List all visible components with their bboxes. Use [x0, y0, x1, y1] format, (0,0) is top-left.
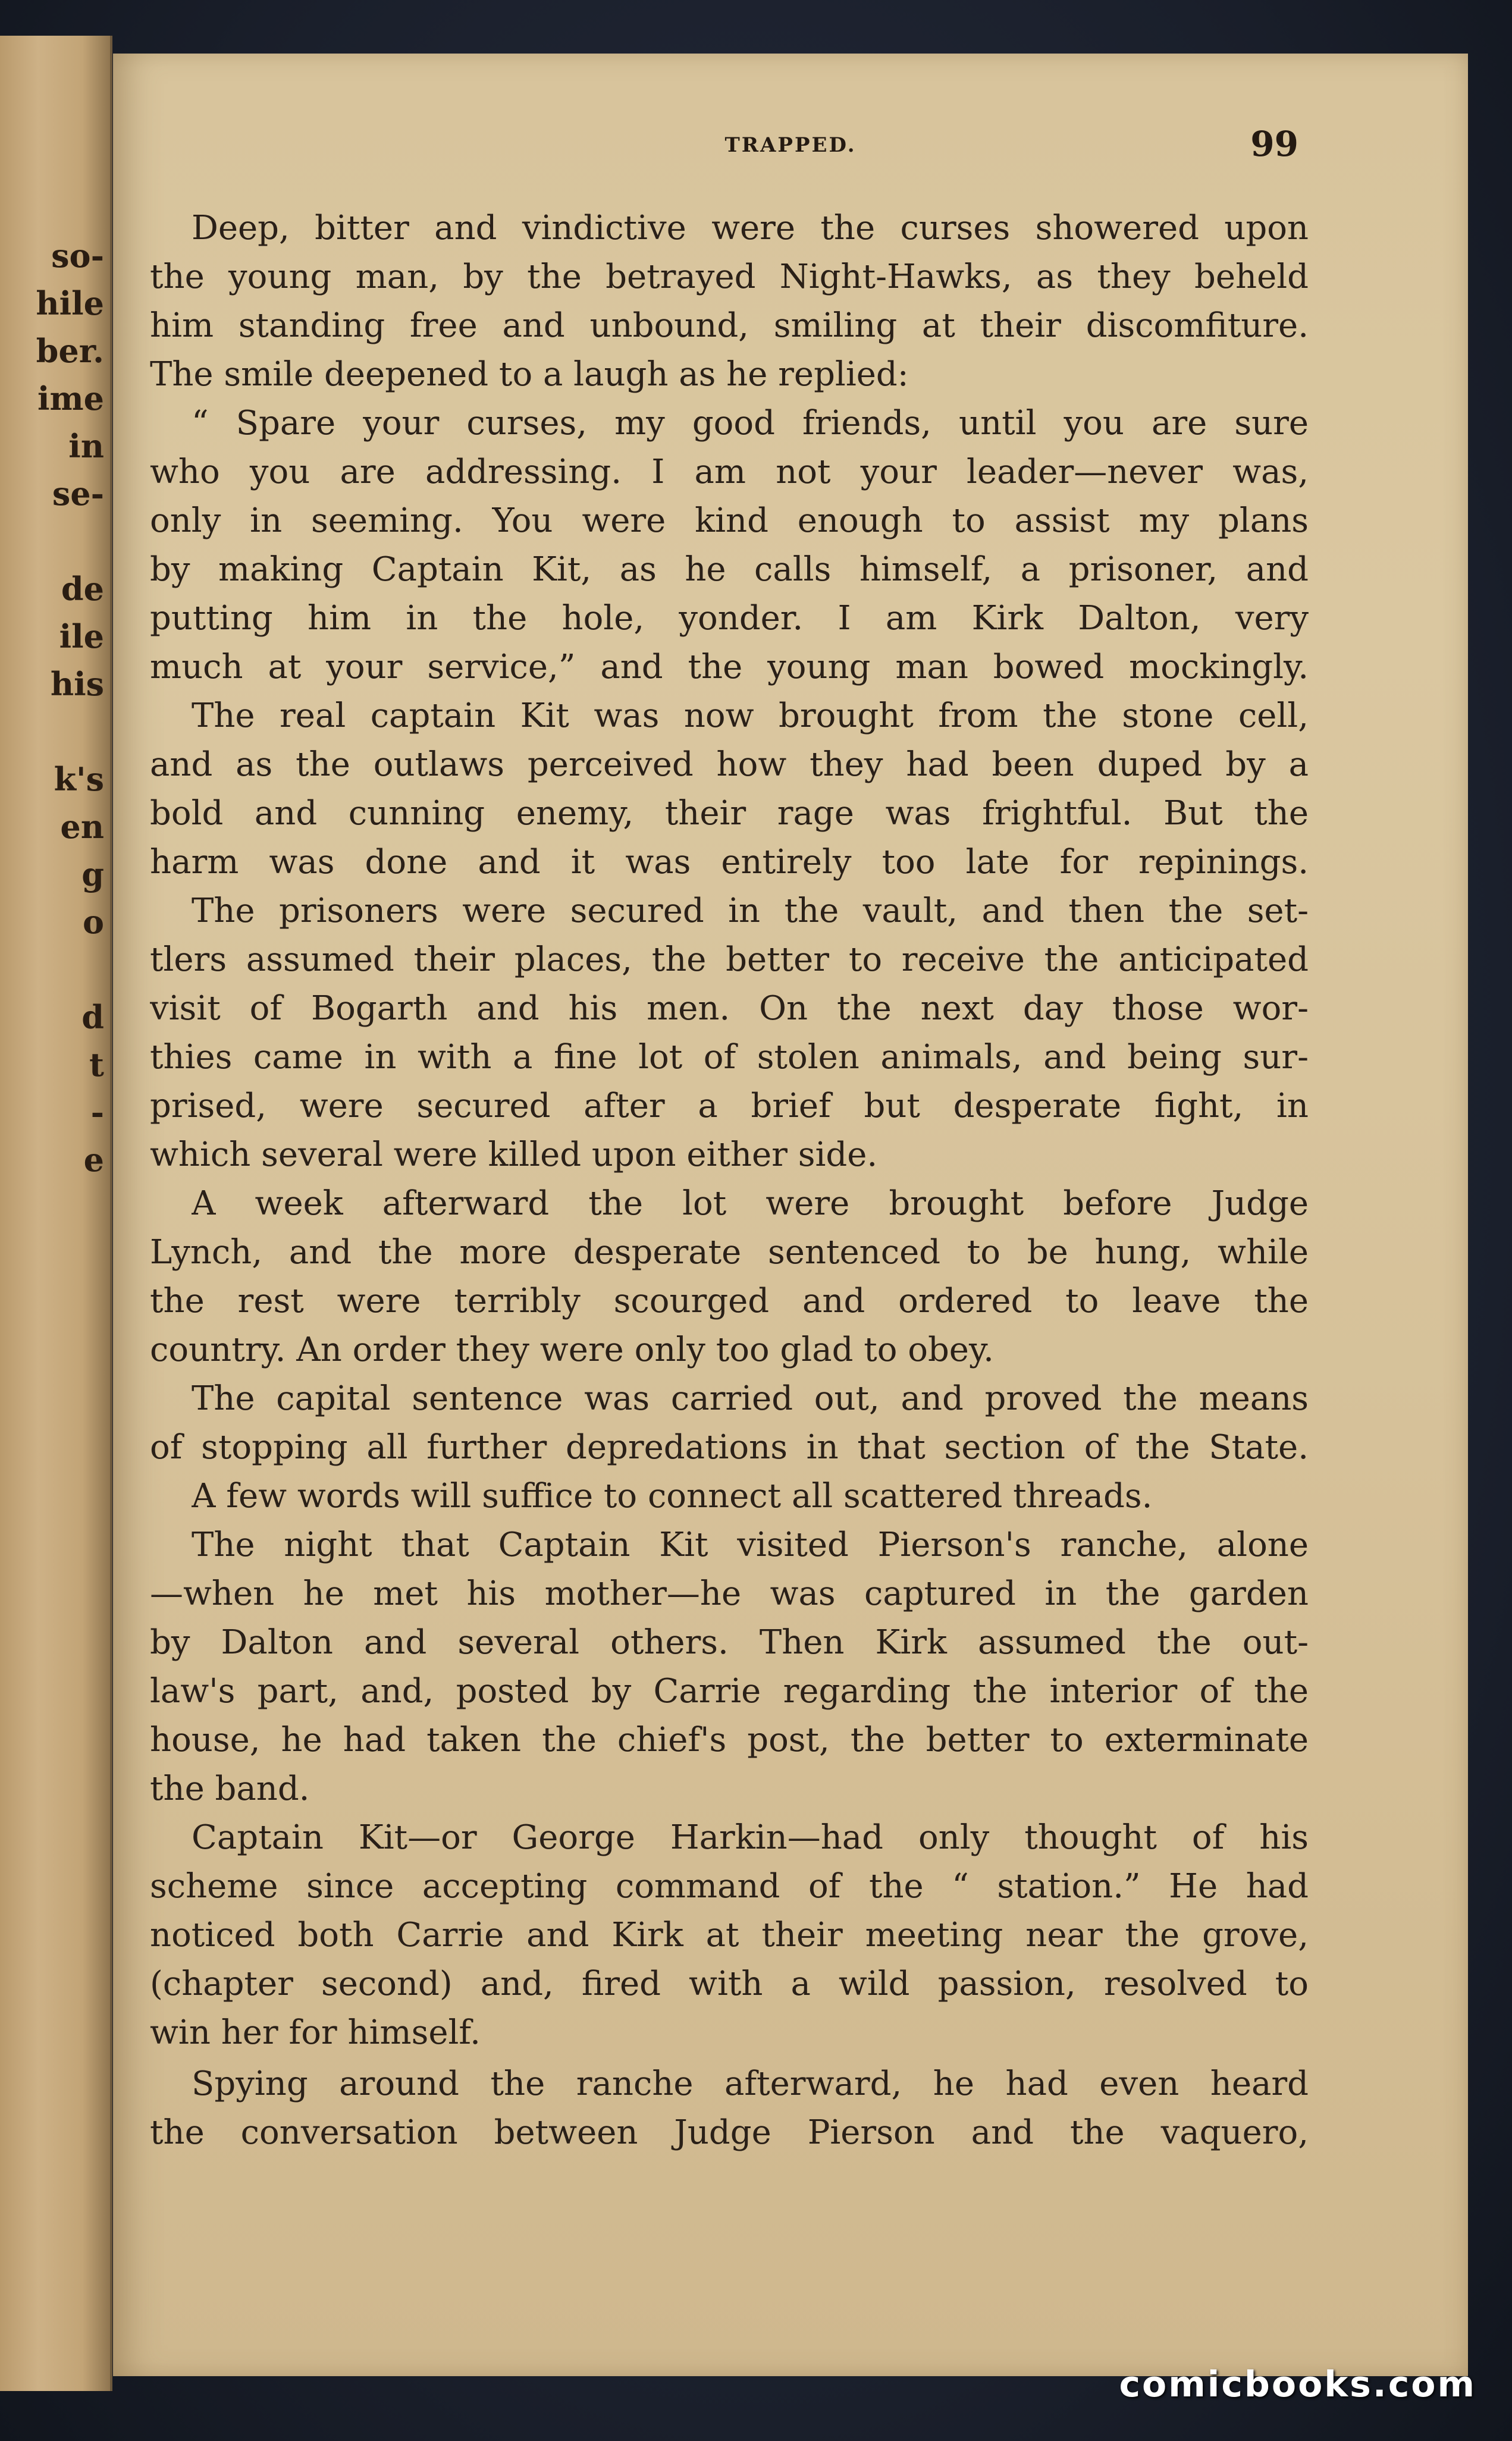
- text-line: the band.: [150, 1769, 310, 1808]
- text-line: The night that Captain Kit visited Pierson's ranche, alone: [192, 1526, 1309, 1564]
- text-line: A few words will suffice to connect all scattered threads.: [192, 1477, 1153, 1516]
- text-line: house, he had taken the chief's post, the better to exterminate: [150, 1721, 1309, 1759]
- left-page-fragment: hile: [36, 284, 104, 322]
- text-line: noticed both Carrie and Kirk at their meeting near the grove,: [150, 1916, 1309, 1954]
- text-line: Spying around the ranche afterward, he had even heard: [192, 2065, 1309, 2103]
- site-watermark: comicbooks.com: [1119, 2364, 1476, 2405]
- left-page-fragment: en: [60, 808, 104, 846]
- text-line: “ Spare your curses, my good friends, until you are sure: [192, 404, 1309, 443]
- text-line: who you are addressing. I am not your leader—never was,: [150, 453, 1309, 491]
- left-page-fragment: ber.: [36, 332, 104, 370]
- text-line: (chapter second) and, fired with a wild passion, resolved to: [150, 1965, 1309, 2003]
- chapter-title: TRAPPED.: [724, 133, 857, 157]
- text-line: the young man, by the betrayed Night-Hawks, as they beheld: [150, 258, 1309, 296]
- text-line: only in seeming. You were kind enough to assist my plans: [150, 501, 1309, 540]
- left-page-fragment: ile: [59, 617, 104, 655]
- text-line: scheme since accepting command of the “ station.” He had: [150, 1867, 1309, 1906]
- text-line: The capital sentence was carried out, and proved the means: [192, 1379, 1309, 1418]
- left-page-fragment: se-: [52, 475, 104, 513]
- text-line: of stopping all further depredations in that section of the State.: [150, 1428, 1309, 1467]
- text-line: bold and cunning enemy, their rage was frightful. But the: [150, 794, 1309, 833]
- left-page-fragment: his: [50, 665, 104, 703]
- left-page-fragment: so-: [51, 237, 104, 275]
- left-page-fragment: ime: [37, 379, 104, 418]
- text-line: prised, were secured after a brief but desperate fight, in: [150, 1087, 1309, 1125]
- running-head: [113, 118, 1468, 165]
- text-line: and as the outlaws perceived how they had been duped by a: [150, 745, 1309, 784]
- text-line: Deep, bitter and vindictive were the curses showered upon: [192, 209, 1309, 247]
- text-line: visit of Bogarth and his men. On the next day those wor-: [150, 989, 1309, 1028]
- text-line: The smile deepened to a laugh as he replied:: [150, 355, 909, 394]
- text-line: Captain Kit—or George Harkin—had only thought of his: [192, 1818, 1309, 1857]
- text-line: thies came in with a fine lot of stolen animals, and being sur-: [150, 1038, 1309, 1077]
- left-page-fragment: t: [89, 1046, 104, 1084]
- left-page-fragment: e: [83, 1141, 104, 1179]
- text-line: win her for himself.: [150, 2013, 481, 2052]
- text-line: —when he met his mother—he was captured in the garden: [150, 1574, 1309, 1613]
- text-line: him standing free and unbound, smiling at their discomfiture.: [150, 306, 1309, 345]
- text-line: which several were killed upon either side.: [150, 1135, 878, 1174]
- left-page-fragment: d: [81, 998, 104, 1036]
- text-line: country. An order they were only too glad to obey.: [150, 1331, 994, 1369]
- text-line: Lynch, and the more desperate sentenced to be hung, while: [150, 1233, 1309, 1272]
- previous-page-edge: [0, 36, 112, 2391]
- text-line: by Dalton and several others. Then Kirk assumed the out-: [150, 1623, 1309, 1662]
- left-page-fragment: in: [68, 427, 104, 465]
- text-line: much at your service,” and the young man bowed mockingly.: [150, 648, 1309, 686]
- text-line: by making Captain Kit, as he calls himself, a prisoner, and: [150, 550, 1309, 589]
- text-line: the rest were terribly scourged and ordered to leave the: [150, 1282, 1309, 1320]
- text-line: The real captain Kit was now brought from the stone cell,: [192, 696, 1309, 735]
- text-line: The prisoners were secured in the vault, and then the set-: [192, 892, 1309, 930]
- left-page-fragment: -: [90, 1093, 104, 1131]
- text-line: law's part, and, posted by Carrie regarding the interior of the: [150, 1672, 1309, 1711]
- text-line: tlers assumed their places, the better to receive the anticipated: [150, 940, 1309, 979]
- left-page-fragment: o: [82, 903, 104, 941]
- text-line: putting him in the hole, yonder. I am Kirk Dalton, very: [150, 599, 1309, 638]
- left-page-fragment: de: [61, 570, 104, 608]
- left-page-fragment: k's: [54, 760, 104, 798]
- left-page-fragment: g: [81, 855, 104, 893]
- book-page: [113, 54, 1468, 2376]
- text-line: harm was done and it was entirely too late for repinings.: [150, 843, 1309, 881]
- text-line: the conversation between Judge Pierson and the vaquero,: [150, 2113, 1309, 2152]
- text-line: A week afterward the lot were brought before Judge: [192, 1184, 1309, 1223]
- page-number: 99: [1250, 124, 1298, 164]
